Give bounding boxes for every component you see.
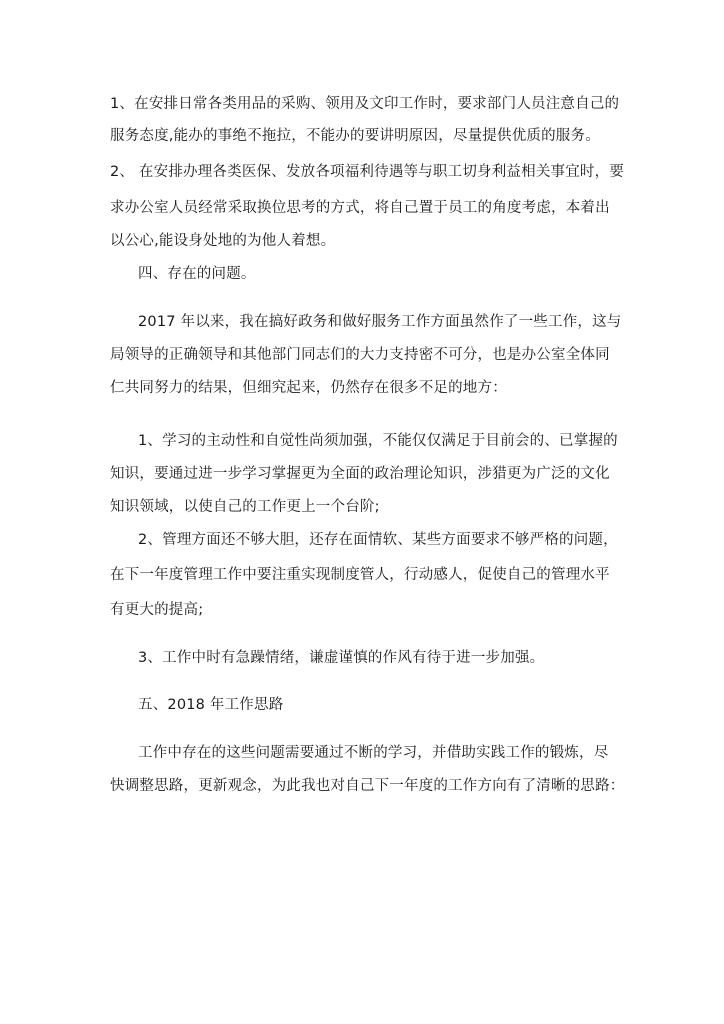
- text-line-1: 1、在安排日常各类用品的采购、领用及文印工作时，要求部门人员注意自己的: [110, 96, 620, 112]
- text-line-19: 快调整思路，更新观念，为此我也对自己下一年度的工作方向有了清晰的思路：: [110, 778, 625, 794]
- text-line-11: 知识，要通过进一步学习掌握更为全面的政治理论知识，涉猎更为广泛的文化: [110, 466, 610, 482]
- section-heading-plan: 五、2018 年工作思路: [138, 697, 284, 713]
- text-line-13: 2、管理方面还不够大胆，还存在面情软、某些方面要求不够严格的问题，: [138, 532, 618, 548]
- text-line-16: 3、工作中时有急躁情绪，谦虚谨慎的作风有待于进一步加强。: [138, 650, 545, 666]
- text-line-4: 求办公室人员经常采取换位思考的方式，将自己置于员工的角度考虑，本着出: [110, 200, 610, 216]
- text-line-5: 以公心,能设身处地的为他人着想。: [110, 233, 336, 249]
- text-line-3: 2、 在安排办理各类医保、发放各项福利待遇等与职工切身利益相关事宜时，要: [110, 164, 625, 180]
- text-line-12: 知识领域，以使自己的工作更上一个台阶;: [110, 499, 380, 515]
- section-heading-problems: 四、存在的问题。: [138, 266, 256, 282]
- text-line-15: 有更大的提高;: [110, 602, 204, 618]
- text-line-2: 服务态度,能办的事绝不拖拉，不能办的要讲明原因，尽量提供优质的服务。: [110, 128, 600, 144]
- text-line-18: 工作中存在的这些问题需要通过不断的学习，并借助实践工作的锻炼，尽: [138, 745, 609, 761]
- text-line-9: 仁共同努力的结果，但细究起来，仍然存在很多不足的地方：: [110, 380, 507, 396]
- text-line-8: 局领导的正确领导和其他部门同志们的大力支持密不可分，也是办公室全体同: [110, 347, 610, 363]
- text-line-7: 2017 年以来，我在搞好政务和做好服务工作方面虽然作了一些工作，这与: [138, 314, 622, 330]
- text-line-10: 1、学习的主动性和自觉性尚须加强，不能仅仅满足于目前会的、已掌握的: [138, 433, 618, 449]
- text-line-14: 在下一年度管理工作中要注重实现制度管人，行动感人，促使自己的管理水平: [110, 567, 610, 583]
